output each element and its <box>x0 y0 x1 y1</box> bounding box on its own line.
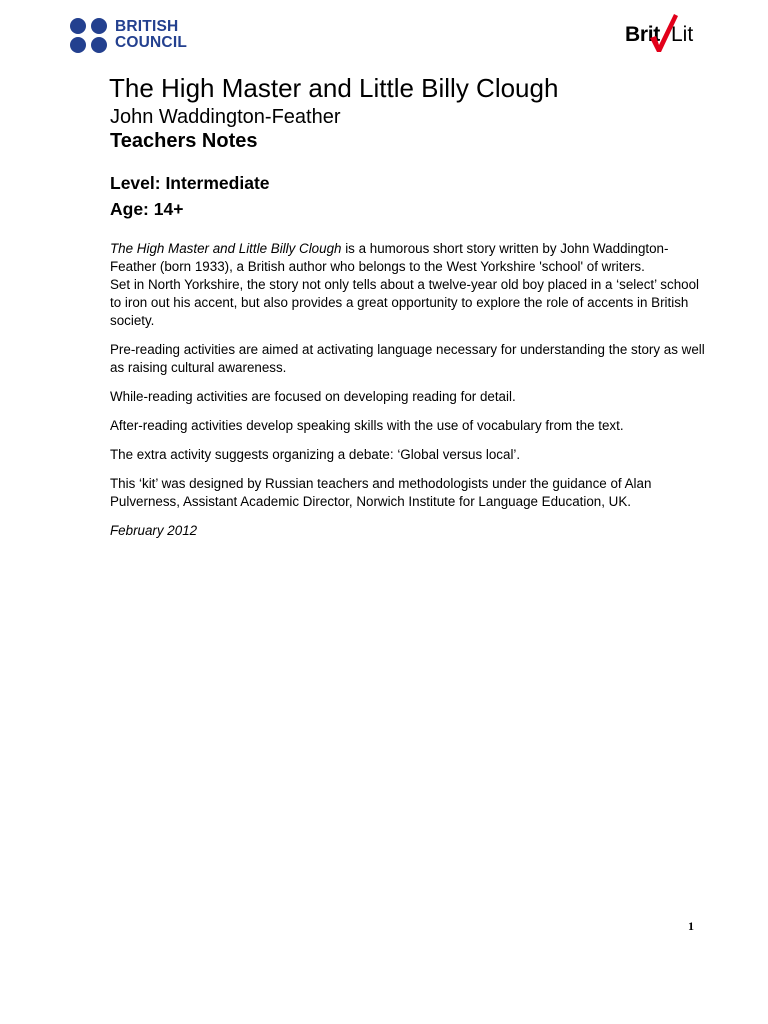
logo-dot <box>70 37 86 53</box>
intro-text: is a humorous short story written by John Waddington-Feather (born 1933), a British author who belongs to the West Yorkshire 'school' of writers. <box>110 241 669 274</box>
logo-dot <box>91 37 107 53</box>
while-reading-paragraph: While-reading activities are focused on developing reading for detail. <box>110 389 516 404</box>
britlit-logo <box>624 12 696 56</box>
setting-paragraph: Set in North Yorkshire, the story not only tells about a twelve-year old boy placed in a ‘select’ school to iron out his accent, but also provides a great opportunity to explore the role of accents in British society. <box>110 277 700 328</box>
logo-dot <box>91 18 107 34</box>
british-council-line2: COUNCIL <box>115 34 188 51</box>
pre-reading-paragraph: Pre-reading activities are aimed at activating language necessary for understanding the story as well as raising cultural awareness. <box>110 342 705 375</box>
red-tick-icon <box>644 12 684 56</box>
britlit-brit-text: Brit <box>625 23 660 46</box>
document-body <box>110 240 710 551</box>
british-council-wordmark <box>115 19 187 51</box>
british-council-logo <box>70 18 187 52</box>
story-title-italic: The High Master and Little Billy Clough <box>110 241 342 256</box>
author-name: John Waddington-Feather <box>110 106 341 128</box>
document-subtitle: Teachers Notes <box>110 130 258 152</box>
british-council-line1: BRITISH <box>115 18 179 35</box>
level-label: Level: Intermediate <box>110 173 270 193</box>
logo-dot <box>70 18 86 34</box>
after-reading-paragraph: After-reading activities develop speaking skills with the use of vocabulary from the text. <box>110 418 624 433</box>
extra-activity-paragraph: The extra activity suggests organizing a debate: ‘Global versus local’. <box>110 447 521 462</box>
britlit-lit-text: Lit <box>671 23 694 46</box>
kit-paragraph: This ‘kit’ was designed by Russian teachers and methodologists under the guidance of Alan Pulverness, Assistant Academic Director, Norwich Institute for Language Education, UK. <box>110 476 652 509</box>
page-number: 1 <box>688 919 694 933</box>
age-label: Age: 14+ <box>110 199 184 219</box>
intro-paragraph <box>110 240 710 276</box>
british-council-dots-icon <box>70 18 108 52</box>
date-text: February 2012 <box>110 523 198 538</box>
document-title: The High Master and Little Billy Clough <box>109 73 559 103</box>
